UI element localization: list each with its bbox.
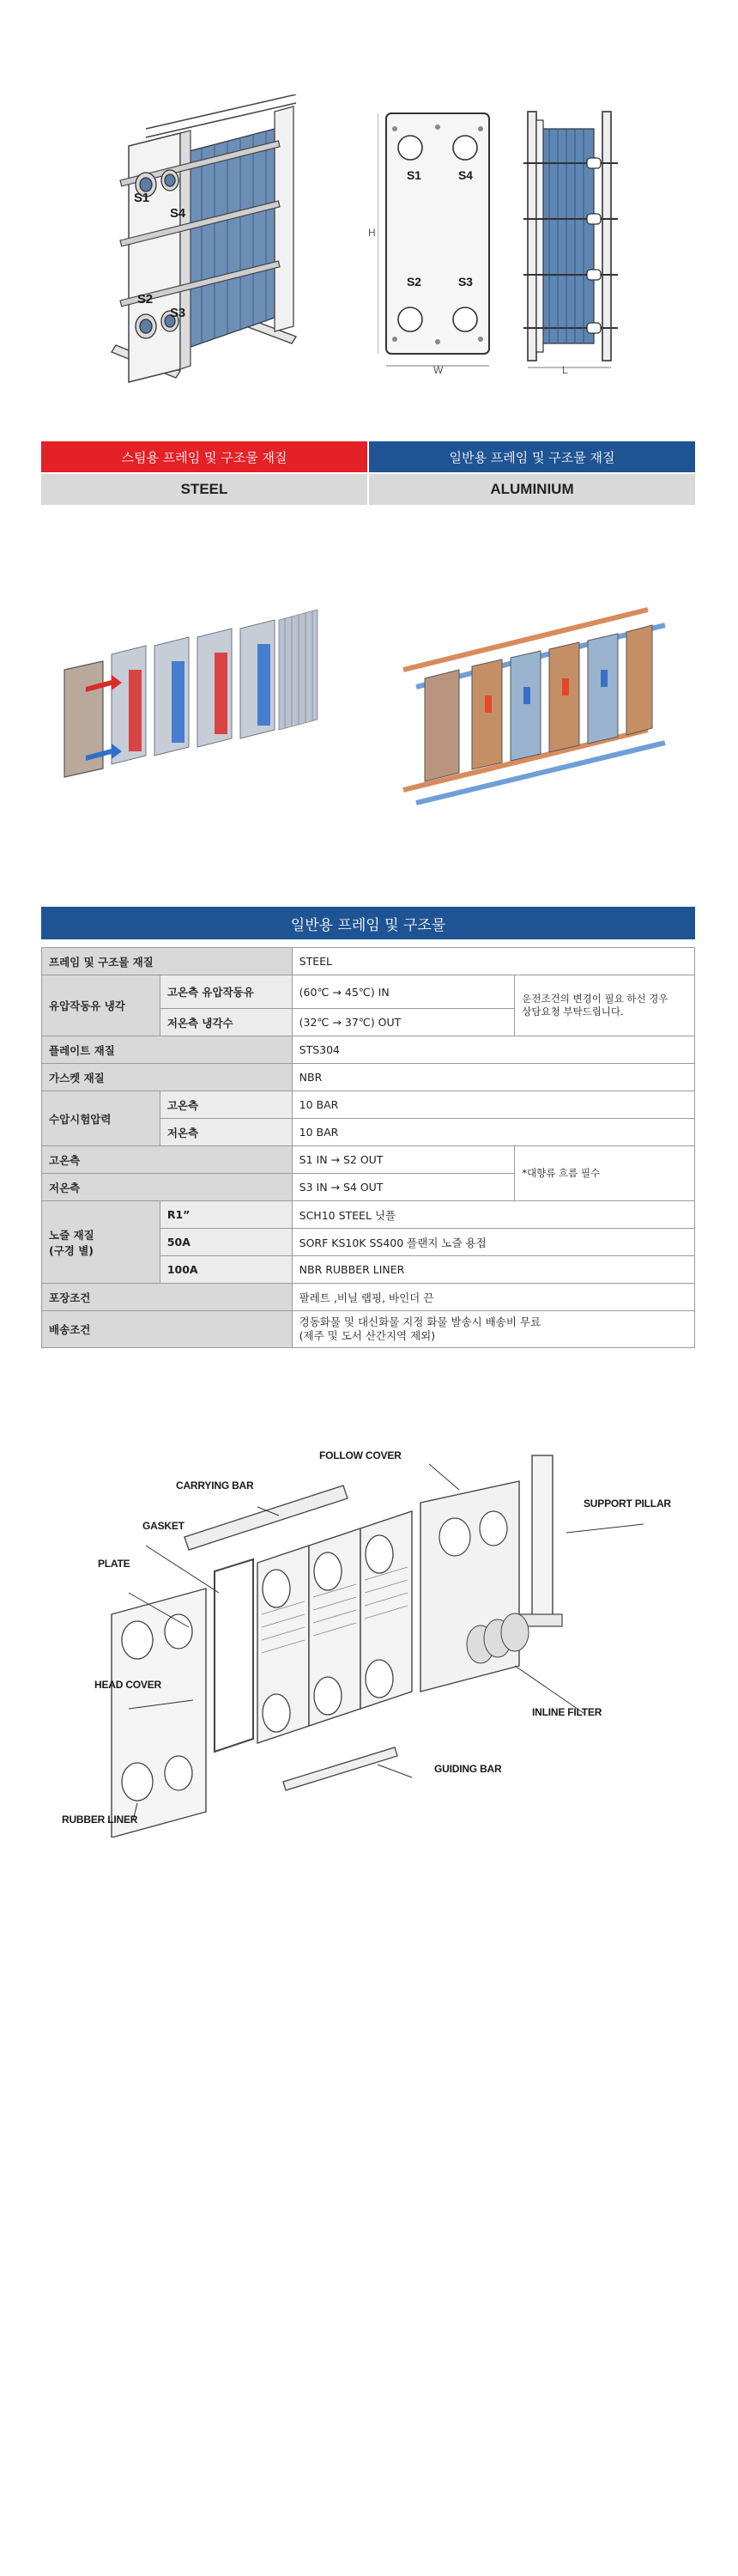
heat-exchanger-isometric-illustration: [94, 94, 318, 404]
spec-label-gasket-material: 가스켓 재질: [42, 1064, 293, 1091]
spec-table: [41, 947, 695, 1348]
steam-frame-material-value: STEEL: [41, 474, 367, 505]
spec-label-hydraulic-oil-cooling: 유압작동유 냉각: [42, 975, 160, 1036]
label-carrying-bar: CARRYING BAR: [176, 1479, 254, 1492]
spec-value-delivery-line1: 경동화물 및 대신화물 지정 화물 발송시 배송비 무료: [299, 1315, 541, 1328]
table-row: [42, 975, 695, 1009]
isometric-label-s3: S3: [170, 306, 185, 320]
spec-value-cold-side: S3 IN → S4 OUT: [292, 1174, 515, 1201]
plate-flow-exploded-illustration: [60, 601, 343, 790]
drawing-label-h: H: [368, 227, 376, 239]
spec-label-pressure-hot: 고온측: [160, 1091, 292, 1119]
isometric-label-s4: S4: [170, 206, 185, 221]
spec-label-pressure-cold: 저온측: [160, 1119, 292, 1146]
general-frame-material-value: ALUMINIUM: [369, 474, 695, 505]
spec-label-packing: 포장조건: [42, 1284, 293, 1311]
spec-value-pressure-cold: 10 BAR: [292, 1119, 694, 1146]
label-rubber-liner: RUBBER LINER: [62, 1814, 138, 1826]
spec-label-nozzle-line2: (구경 별): [49, 1243, 94, 1257]
spec-value-hot-side-oil: (60℃ → 45℃) IN: [292, 975, 515, 1009]
spec-value-hot-side: S1 IN → S2 OUT: [292, 1146, 515, 1174]
label-follow-cover: FOLLOW COVER: [319, 1449, 402, 1461]
spec-value-gasket-material: NBR: [292, 1064, 694, 1091]
table-row: [42, 1284, 695, 1311]
spec-value-delivery-line2: (제주 및 도서 산간지역 제외): [299, 1329, 436, 1342]
table-row: [42, 948, 695, 975]
heat-exchanger-dimension-drawing: [378, 103, 644, 378]
label-support-pillar: SUPPORT PILLAR: [584, 1498, 671, 1510]
spec-value-frame-material: STEEL: [292, 948, 694, 975]
spec-table-title: 일반용 프레임 및 구조물: [41, 907, 695, 939]
spec-label-cold-side: 저온측: [42, 1174, 293, 1201]
spec-value-packing: 팔레트 ,비닐 랩핑, 바인더 끈: [292, 1284, 694, 1311]
counterflow-piping-illustration: [390, 592, 691, 807]
spec-label-nozzle-50a: 50A: [160, 1229, 292, 1256]
spec-label-nozzle-100a: 100A: [160, 1256, 292, 1284]
isometric-label-s2: S2: [137, 292, 153, 307]
label-gasket: GASKET: [142, 1520, 184, 1532]
general-frame-material-header: 일반용 프레임 및 구조물 재질: [369, 441, 695, 472]
table-row: [42, 1311, 695, 1348]
spec-label-hot-side: 고온측: [42, 1146, 293, 1174]
spec-value-nozzle-50a: SORF KS10K SS400 플랜지 노즐 용접: [292, 1229, 694, 1256]
spec-label-nozzle-line1: 노즐 재질: [49, 1228, 94, 1242]
spec-note-line1: 운전조건의 변경이 필요 하신 경우: [522, 993, 668, 1005]
steam-frame-material-header: 스팀용 프레임 및 구조물 재질: [41, 441, 367, 472]
spec-label-cold-side-water: 저온측 냉각수: [160, 1009, 292, 1036]
spec-label-hot-side-oil: 고온측 유압작동유: [160, 975, 292, 1009]
spec-value-delivery: [292, 1311, 694, 1348]
table-row: [42, 1146, 695, 1174]
label-plate: PLATE: [98, 1558, 130, 1570]
spec-value-nozzle-100a: NBR RUBBER LINER: [292, 1256, 694, 1284]
spec-value-nozzle-r1: SCH10 STEEL 닛플: [292, 1201, 694, 1229]
drawing-label-s2: S2: [407, 275, 421, 289]
table-row: [42, 1201, 695, 1229]
material-comparison-table: [41, 441, 695, 505]
spec-value-pressure-hot: 10 BAR: [292, 1091, 694, 1119]
label-inline-filter: INLINE FILTER: [532, 1706, 602, 1718]
spec-label-test-pressure: 수압시험압력: [42, 1091, 160, 1146]
drawing-label-s1: S1: [407, 168, 421, 182]
spec-label-nozzle-r1: R1”: [160, 1201, 292, 1229]
spec-value-cold-side-water: (32℃ → 37℃) OUT: [292, 1009, 515, 1036]
spec-note-operating-conditions: [515, 975, 695, 1036]
spec-value-plate-material: STS304: [292, 1036, 694, 1064]
spec-label-plate-material: 플레이트 재질: [42, 1036, 293, 1064]
drawing-label-s3: S3: [458, 275, 473, 289]
spec-note-line2: 상담요청 부탁드립니다.: [522, 1005, 624, 1018]
spec-note-counterflow: *대향류 흐름 필수: [515, 1146, 695, 1201]
drawing-label-w: W: [433, 364, 444, 376]
spec-label-frame-material: 프레임 및 구조물 재질: [42, 948, 293, 975]
spec-label-delivery: 배송조건: [42, 1311, 293, 1348]
spec-label-nozzle-material: [42, 1201, 160, 1284]
table-row: [42, 1091, 695, 1119]
label-guiding-bar: GUIDING BAR: [434, 1763, 502, 1775]
label-head-cover: HEAD COVER: [94, 1679, 162, 1691]
table-row: [42, 1064, 695, 1091]
drawing-label-l: L: [562, 364, 568, 376]
table-row: [42, 1036, 695, 1064]
isometric-label-s1: S1: [134, 191, 149, 205]
drawing-label-s4: S4: [458, 168, 473, 182]
